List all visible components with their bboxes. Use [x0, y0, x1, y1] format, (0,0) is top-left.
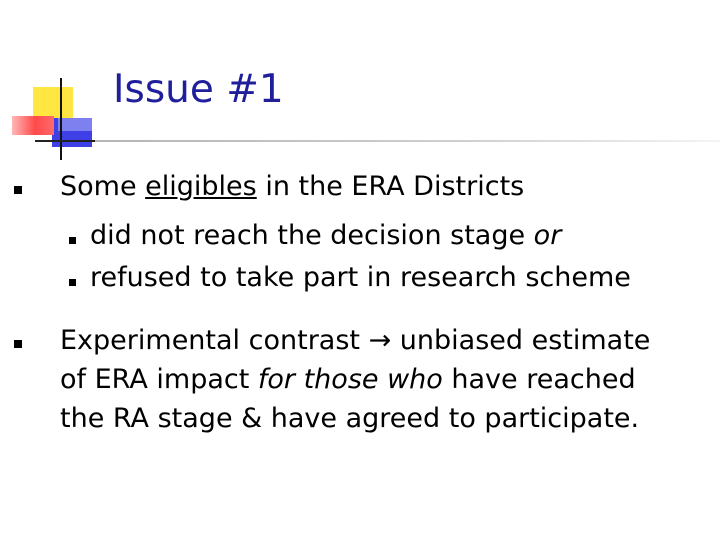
point-2-line-1-pre: Experimental contrast [60, 325, 369, 356]
point-2-line-3: the RA stage & have agreed to participate. [60, 403, 640, 434]
point-2-line-2-pre: of ERA impact [60, 364, 258, 395]
logo-red-bar [12, 116, 54, 135]
title-divider [95, 140, 720, 142]
bullet-icon [14, 186, 22, 194]
sub-bullet-icon [69, 237, 76, 244]
subpoint-1-text [90, 222, 561, 249]
logo-vertical-line [60, 78, 62, 160]
slide-title: Issue #1 [113, 67, 284, 112]
point-2-line-1 [60, 327, 650, 354]
point-2-line-2-post: have reached [442, 364, 636, 395]
point-2-line-2 [60, 366, 636, 393]
point-1-text [60, 173, 524, 200]
logo-horizontal-line [35, 140, 95, 142]
point-2-line-2-italic: for those who [257, 364, 443, 395]
subpoint-1-italic: or [533, 220, 562, 251]
point-1-pre: Some [60, 171, 146, 202]
subpoint-2-text: refused to take part in research scheme [90, 262, 631, 293]
logo-blue-highlight [58, 118, 92, 131]
point-1-post: in the ERA Districts [256, 171, 525, 202]
point-2-line-1-post: unbiased estimate [391, 325, 651, 356]
logo-graphic [0, 0, 100, 165]
subpoint-1-main: did not reach the decision stage [90, 220, 534, 251]
sub-bullet-icon [69, 279, 76, 286]
bullet-icon [14, 340, 22, 348]
arrow-icon: → [368, 325, 392, 356]
point-1-underlined: eligibles [145, 171, 257, 202]
